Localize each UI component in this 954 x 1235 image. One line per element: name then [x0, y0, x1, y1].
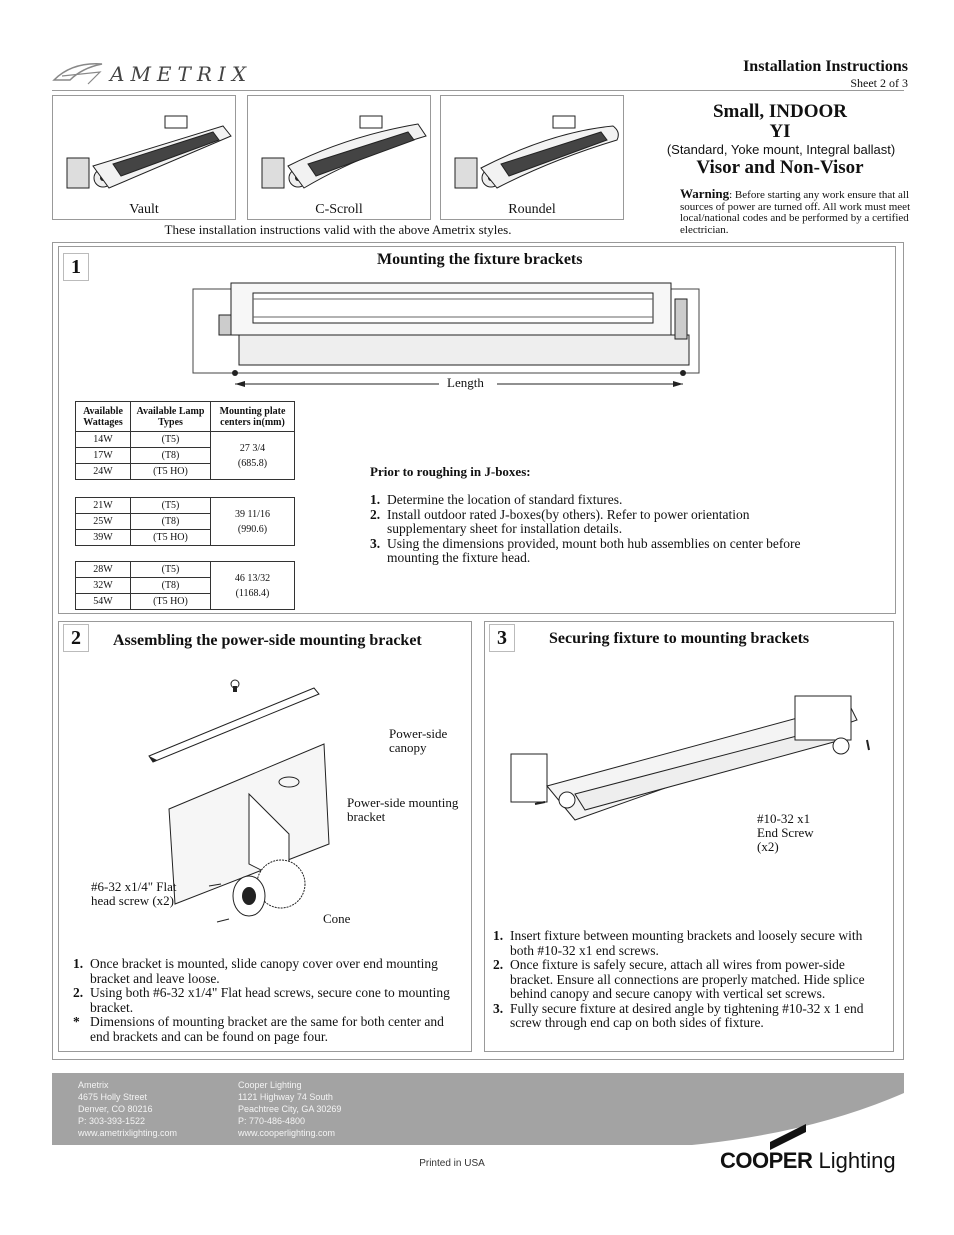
c-scroll-fixture-image: [248, 96, 430, 201]
ametrix-website-link[interactable]: www.ametrixlighting.com: [78, 1128, 178, 1138]
wattage-cell: 14W: [76, 432, 131, 448]
fixture-length-diagram: [191, 279, 701, 395]
header-lamp-types: Available Lamp Types: [131, 402, 211, 432]
printed-note: Printed in USA: [419, 1158, 485, 1169]
lamp-cell: (T8): [131, 448, 211, 464]
vault-fixture-image: [53, 96, 235, 201]
lamp-cell: (T5): [131, 432, 211, 448]
wattage-cell: 54W: [76, 594, 131, 610]
roundel-fixture-image: [441, 96, 623, 201]
product-title-line2: YI: [769, 121, 791, 142]
lamp-cell: (T5): [131, 498, 211, 514]
step2-panel: [58, 621, 472, 1052]
list-item: 1. Once bracket is mounted, slide canopy cover over end mounting bracket and leave loose.: [73, 956, 438, 986]
wattage-cell: 25W: [76, 514, 131, 530]
list-item: 2. Install outdoor rated J-boxes(by others). Refer to power orientation supplementary sheet for installation details.: [370, 506, 750, 536]
center-inches: 27 3/4: [239, 442, 266, 454]
warning-label: Warning: [680, 186, 730, 201]
product-subtitle: Visor and Non-Visor: [696, 157, 864, 178]
lamp-cell: (T5 HO): [131, 530, 211, 546]
table-row: [76, 498, 295, 514]
lamp-cell: (T8): [131, 578, 211, 594]
wattage-cell: 17W: [76, 448, 131, 464]
table-header-row: [76, 402, 295, 432]
warning-text: : Before starting any work ensure that all sources of power are turned off. All work must meet local/national codes and be performed by a certified electrician.: [680, 189, 911, 236]
header-plate-centers: Mounting plate centers in(mm): [211, 402, 295, 432]
center-mm: (990.6): [237, 523, 268, 535]
cooper-website-link[interactable]: www.cooperlighting.com: [238, 1128, 336, 1138]
page-title: Installation Instructions: [743, 58, 908, 75]
step3-panel: [484, 621, 894, 1052]
step3-instructions: [493, 929, 889, 1031]
wattage-table-group3: [75, 561, 295, 610]
center-inches: 46 13/32: [234, 572, 271, 584]
wattage-cell: 39W: [76, 530, 131, 546]
footer-cooper-address: Cooper Lighting 1121 Highway 74 South Peachtree City, GA 30269 P: 770-486-4800 www.cooperlighting.com: [238, 1080, 342, 1138]
step3-number: 3: [489, 624, 515, 652]
warning-note: [680, 188, 912, 236]
cooper-logo-light: Lighting: [818, 1148, 896, 1173]
callout-cone: Cone: [323, 911, 351, 926]
style-c-scroll: [247, 95, 431, 220]
list-item: 3. Using the dimensions provided, mount both hub assemblies on center before mounting the fixture head.: [370, 535, 801, 565]
wattage-cell: 24W: [76, 464, 131, 480]
list-item: 1. Insert fixture between mounting brackets and loosely secure with both #10-32 x1 end screws.: [493, 928, 863, 958]
brand-name: AMETRIX: [110, 62, 253, 86]
lamp-cell: (T5): [131, 562, 211, 578]
product-title: [650, 102, 910, 142]
style-vault: [52, 95, 236, 220]
list-item: 2. Using both #6-32 x1/4" Flat head screws, secure cone to mounting bracket.: [73, 985, 450, 1015]
step1-instructions: [370, 493, 810, 566]
footer-ametrix-address: Ametrix 4675 Holly Street Denver, CO 80216 P: 303-393-1522 www.ametrixlighting.com: [78, 1080, 178, 1138]
wattage-table-group2: [75, 497, 295, 546]
header-divider: [52, 90, 904, 91]
center-inches: 39 11/16: [235, 508, 270, 520]
style-label-vault: Vault: [129, 202, 159, 217]
step1-title: Mounting the fixture brackets: [377, 251, 583, 268]
callout-mounting-bracket: Power-side mounting bracket: [347, 795, 459, 824]
center-cell: [211, 432, 295, 480]
step1-panel: [58, 246, 896, 614]
step1-number: 1: [63, 253, 89, 281]
center-mm: (1168.4): [235, 587, 270, 599]
table-row: [76, 432, 295, 448]
sheet-number: Sheet 2 of 3: [850, 76, 908, 90]
step2-title: Assembling the power-side mounting bracket: [113, 632, 422, 649]
wattage-cell: 28W: [76, 562, 131, 578]
center-cell: [211, 498, 295, 546]
length-label: Length: [447, 375, 484, 390]
callout-canopy: Power-side canopy: [389, 726, 448, 755]
ametrix-logo-mark-icon: [52, 58, 107, 88]
center-mm: (685.8): [237, 457, 268, 469]
lamp-cell: (T8): [131, 514, 211, 530]
list-item: 2. Once fixture is safely secure, attach all wires from power-side bracket. Ensure all connections are properly matched. Hide splice behind canopy and secure canopy with vertical set screws.: [493, 957, 865, 1001]
list-item: 1. Determine the location of standard fixtures.: [370, 492, 623, 507]
step2-instructions: [73, 957, 459, 1044]
list-item: * Dimensions of mounting bracket are the same for both center and end brackets and can be found on page four.: [73, 1014, 444, 1044]
callout-flat-head-screw: #6-32 x1/4" Flat head screw (x2): [91, 879, 177, 908]
fixture-securing-diagram: [505, 690, 885, 840]
cooper-flag-icon: [770, 1124, 806, 1150]
style-label-c-scroll: C-Scroll: [315, 202, 363, 217]
cooper-logo-bold: COOPER: [720, 1148, 813, 1173]
styles-note: These installation instructions valid with the above Ametrix styles.: [164, 222, 512, 237]
step3-title: Securing fixture to mounting brackets: [549, 630, 810, 647]
style-label-roundel: Roundel: [508, 202, 556, 217]
product-title-line1: Small, INDOOR: [712, 101, 848, 122]
lamp-cell: (T5 HO): [131, 464, 211, 480]
style-roundel: [440, 95, 624, 220]
center-cell: [211, 562, 295, 610]
wattage-cell: 32W: [76, 578, 131, 594]
wattage-table: [75, 401, 295, 480]
list-item: 3. Fully secure fixture at desired angle by tightening #10-32 x 1 end screw through end cap on both sides of fixture.: [493, 1000, 864, 1030]
lamp-cell: (T5 HO): [131, 594, 211, 610]
header-wattages: Available Wattages: [76, 402, 131, 432]
table-row: [76, 562, 295, 578]
step2-number: 2: [63, 624, 89, 652]
prior-heading: Prior to roughing in J-boxes:: [370, 464, 531, 479]
callout-end-screw: #10-32 x1 End Screw (x2): [757, 811, 814, 854]
wattage-cell: 21W: [76, 498, 131, 514]
product-description: (Standard, Yoke mount, Integral ballast): [666, 142, 896, 157]
